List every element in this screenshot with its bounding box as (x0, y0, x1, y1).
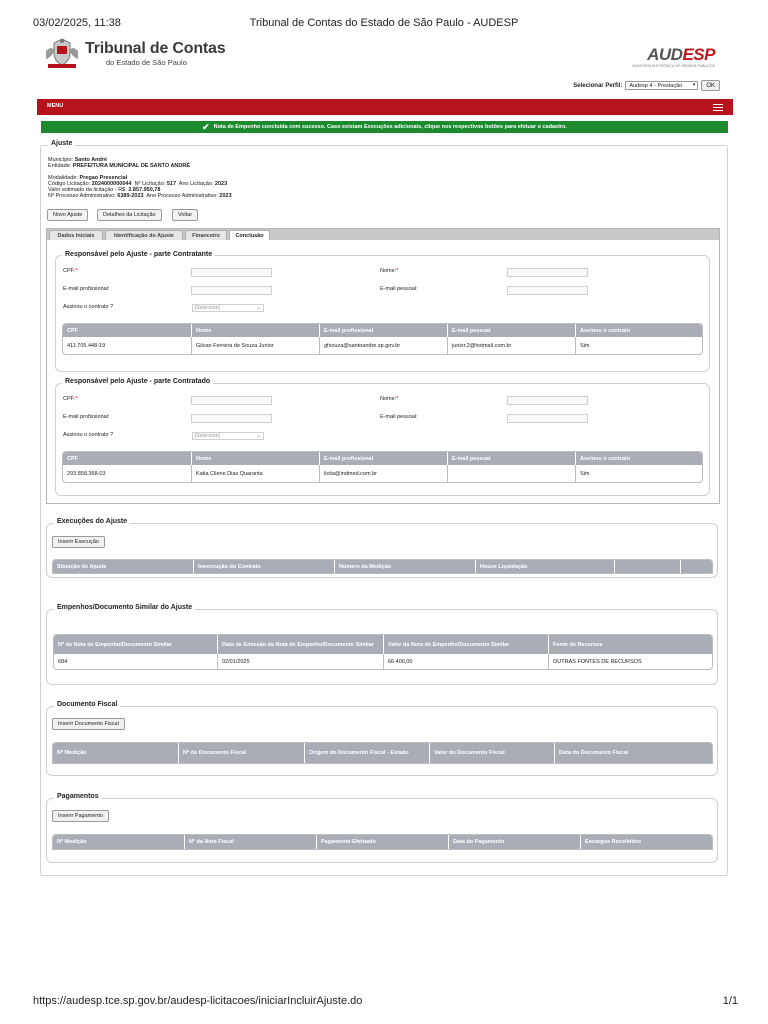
contratado-table (62, 451, 703, 483)
cell-nota-empenho: 684 (54, 654, 218, 669)
col-data-pagamento[interactable]: Data do Pagamento (449, 835, 581, 849)
cell-assinou: Sim (580, 470, 590, 477)
col-fonte-recursos[interactable]: Fonte de Recursos (553, 641, 603, 648)
anoproc-value: 2023 (219, 193, 232, 200)
nome-label-text: Nome: (380, 268, 397, 274)
logo-title: Tribunal de Contas (85, 40, 226, 57)
col-blank-2 (681, 560, 712, 573)
col-pagamento-efetuado[interactable]: Pagamento Efetuado (317, 835, 449, 849)
contratado-cpf-label (63, 396, 78, 402)
cell-email-pess (448, 465, 576, 482)
col-nome[interactable]: Nome (192, 452, 320, 465)
tab-financeiro[interactable]: Financeiro (185, 230, 227, 241)
col-cpf[interactable]: CPF (63, 324, 192, 337)
nlic-value: 517 (166, 180, 177, 187)
valor-value: 2.857.950,78 (128, 187, 161, 194)
cell-assinou: Sim (580, 342, 590, 349)
profile-ok-button[interactable]: OK (701, 80, 720, 91)
contratante-email-prof-input[interactable] (191, 286, 272, 295)
audesp-logo-b: ESP (682, 45, 715, 64)
col-email-prof[interactable]: E-mail profissional (320, 324, 448, 337)
contratante-nome-label (380, 268, 398, 274)
valor-label: Valor estimado da licitação - R$: (48, 187, 127, 194)
modalidade-value: Pregao Presencial (79, 174, 128, 181)
col-valor-documento[interactable]: Valor do Documento Fiscal (430, 743, 555, 763)
tab-dados-iniciais[interactable]: Dados Iniciais (49, 230, 103, 241)
menu-label[interactable]: MENU (47, 103, 64, 109)
col-nome[interactable]: Nome (192, 324, 320, 337)
contratado-email-prof-label: E-mail profissional: (63, 414, 110, 420)
col-nota-empenho[interactable]: Nº da Nota de Empenho/Documento Similar (54, 635, 218, 654)
docfiscal-fieldset (46, 706, 718, 776)
table-row[interactable] (54, 654, 712, 669)
proc-value: 6389-2023 (117, 193, 144, 200)
chevron-down-icon: ▾ (692, 82, 696, 88)
print-doc-title: Tribunal de Contas do Estado de São Paulo - AUDESP (249, 17, 519, 29)
entidade-value: PREFEITURA MUNICIPAL DE SANTO ANDRÉ (72, 163, 191, 170)
contratante-legend: Responsável pelo Ajuste - parte Contratante (62, 251, 215, 258)
col-origem-documento[interactable]: Origem do Documento Fiscal - Estado (305, 743, 430, 763)
modalidade-label: Modalidade: (48, 174, 78, 181)
profile-label: Selecionar Perfil: (573, 82, 623, 89)
col-n-documento-fiscal[interactable]: Nº do Documento Fiscal (179, 743, 305, 763)
contratante-cpf-input[interactable] (191, 268, 272, 277)
tce-logo[interactable] (44, 37, 244, 73)
cell-data-emissao: 02/01/2025 (218, 654, 384, 669)
cell-nome: Katia Cilene Dias Quaranta (192, 465, 320, 482)
col-numero-medicao[interactable]: Número da Medição (335, 560, 476, 573)
success-message (41, 121, 728, 133)
chevron-down-icon: ⌄ (256, 433, 261, 439)
tab-bar (46, 228, 720, 240)
required-mark: * (75, 268, 78, 274)
contratado-nome-label (380, 396, 398, 402)
contratante-email-prof-label: E-mail profissional: (63, 286, 110, 292)
col-email-prof[interactable]: E-mail profissional (320, 452, 448, 465)
codigo-value: 2024000000044 (91, 180, 132, 187)
select-placeholder: [Selecione] (195, 433, 220, 439)
execucoes-legend: Execuções do Ajuste (54, 518, 130, 525)
inserir-documento-fiscal-button[interactable]: Inserir Documento Fiscal (52, 718, 125, 730)
table-row[interactable] (63, 337, 702, 354)
col-valor-nota[interactable]: Valor da Nota de Empenho/Documento Similar (384, 635, 549, 654)
novo-ajuste-button[interactable]: Novo Ajuste (47, 209, 88, 221)
col-data-emissao[interactable]: Data de Emissão da Nota de Empenho/Documento Similar (218, 635, 384, 654)
chevron-down-icon: ⌄ (256, 305, 261, 311)
profile-select[interactable] (625, 81, 698, 90)
cell-valor-nota: 66.400,00 (384, 654, 549, 669)
audesp-logo (632, 45, 715, 68)
cell-cpf: 293.858.368-03 (63, 465, 192, 482)
profile-select-value: Audesp 4 - Prestação (629, 83, 683, 89)
contratante-nome-input[interactable] (507, 268, 588, 277)
col-email-pess[interactable]: E-mail pessoal (448, 452, 576, 465)
nome-label-text: Nome: (380, 396, 397, 402)
col-data-documento[interactable]: Data do Documento Fiscal (559, 750, 629, 756)
municipio-value: Santo André (74, 157, 108, 163)
coat-of-arms-icon (44, 37, 80, 71)
contratante-assinou-label: Assinou o contrato ? (63, 304, 114, 310)
hamburger-icon[interactable] (713, 104, 723, 111)
codigo-label: Código Licitação: (48, 180, 91, 187)
ano-value: 2023 (214, 180, 228, 187)
contratado-email-pess-label: E-mail pessoal: (380, 414, 418, 420)
proc-label: Nº Processo Administrativo: (48, 193, 116, 200)
inserir-execucao-button[interactable]: Inserir Execução (52, 536, 105, 548)
entidade-label: Entidade: (48, 163, 72, 170)
tab-conclusao[interactable]: Conclusão (229, 230, 270, 241)
logo-subtitle: do Estado de São Paulo (106, 58, 187, 67)
menu-bar (37, 99, 733, 115)
col-n-medicao[interactable]: Nº Medição (53, 835, 185, 849)
col-houve-liquidacao[interactable]: Houve Liquidação (476, 560, 615, 573)
contratado-legend: Responsável pelo Ajuste - parte Contratado (62, 378, 213, 385)
col-assinou[interactable]: Assinou o contrato (580, 455, 631, 462)
contratante-email-pess-label: E-mail pessoal: (380, 286, 418, 292)
select-placeholder: [Selecione] (195, 305, 220, 311)
success-text: Nota de Empenho concluída com sucesso. Caso existam Execuções adicionais, clique nos respectivos botões para efetuar o cadastro. (213, 124, 567, 130)
print-url: https://audesp.tce.sp.gov.br/audesp-licitacoes/iniciarIncluirAjuste.do (33, 995, 363, 1007)
cell-cpf: 411.705.448-19 (63, 337, 192, 354)
cell-fonte-recursos: OUTRAS FONTES DE RECURSOS (553, 658, 642, 665)
detalhes-licitacao-button[interactable]: Detalhes da Licitação (97, 209, 162, 221)
voltar-button[interactable]: Voltar (172, 209, 198, 221)
cpf-label-text: CPF: (63, 396, 76, 402)
contratado-email-pess-input[interactable] (507, 414, 588, 423)
pagamentos-fieldset (46, 798, 718, 863)
ajuste-legend: Ajuste (48, 140, 75, 147)
contratante-email-pess-input[interactable] (507, 286, 588, 295)
cell-nome: Gilvan Ferreira de Souza Junior (192, 337, 320, 354)
cell-email-pess: junior.2@hotmail.com.br (448, 337, 576, 354)
col-blank-1 (615, 560, 681, 573)
audesp-tagline: AUDITORIA ELETRÔNICA DE ÓRGÃOS PÚBLICOS (632, 64, 715, 68)
profile-selector (573, 80, 720, 91)
print-datetime: 03/02/2025, 11:38 (33, 17, 121, 29)
municipio-label: Município: (48, 157, 74, 163)
docfiscal-table (52, 742, 713, 764)
required-mark: * (75, 396, 78, 402)
ajuste-info (48, 157, 232, 200)
col-email-pess[interactable]: E-mail pessoal (448, 324, 576, 337)
docfiscal-legend: Documento Fiscal (54, 701, 120, 708)
inserir-pagamento-button[interactable]: Inserir Pagamento (52, 810, 109, 822)
contratado-cpf-input[interactable] (191, 396, 272, 405)
empenhos-legend: Empenhos/Documento Similar do Ajuste (54, 604, 195, 611)
col-encargos-recolhidos[interactable]: Encargos Recolhidos (585, 839, 642, 845)
cpf-label-text: CPF: (63, 268, 76, 274)
col-n-nota-fiscal[interactable]: Nº da Nota Fiscal (185, 835, 317, 849)
checkmark-icon: ✔ (202, 121, 210, 132)
col-situacao[interactable]: Situação do Ajuste (53, 560, 194, 573)
col-inexecucao[interactable]: Inexecução do Contrato (194, 560, 335, 573)
contratado-email-prof-input[interactable] (191, 414, 272, 423)
col-n-medicao[interactable]: Nº Medição (53, 743, 179, 763)
contratante-cpf-label (63, 268, 78, 274)
pagamentos-table (52, 834, 713, 850)
required-mark: * (396, 268, 399, 274)
col-cpf[interactable]: CPF (63, 452, 192, 465)
execucoes-table (52, 559, 713, 574)
audesp-logo-a: AUD (647, 45, 683, 64)
contratado-assinou-label: Assinou o contrato ? (63, 432, 114, 438)
cell-email-prof: gfsouza@santoandre.sp.gov.br (320, 337, 448, 354)
anoproc-label: Ano Processo Administrativo: (146, 193, 218, 200)
contratado-nome-input[interactable] (507, 396, 588, 405)
tab-identificacao[interactable]: Identificação do Ajuste (105, 230, 183, 241)
empenhos-table (53, 634, 713, 670)
col-assinou[interactable]: Assinou o contrato (580, 327, 631, 334)
ano-label: Ano Licitação: (178, 180, 214, 187)
nlic-label: Nº Licitação: (134, 180, 166, 187)
table-row[interactable] (63, 465, 702, 482)
contratado-assinou-select[interactable] (192, 432, 264, 440)
required-mark: * (396, 396, 399, 402)
print-page-number: 1/1 (722, 995, 738, 1007)
cell-email-prof: licita@indmed.com.br (320, 465, 448, 482)
contratante-table (62, 323, 703, 355)
pagamentos-legend: Pagamentos (54, 793, 102, 800)
contratante-assinou-select[interactable] (192, 304, 264, 312)
